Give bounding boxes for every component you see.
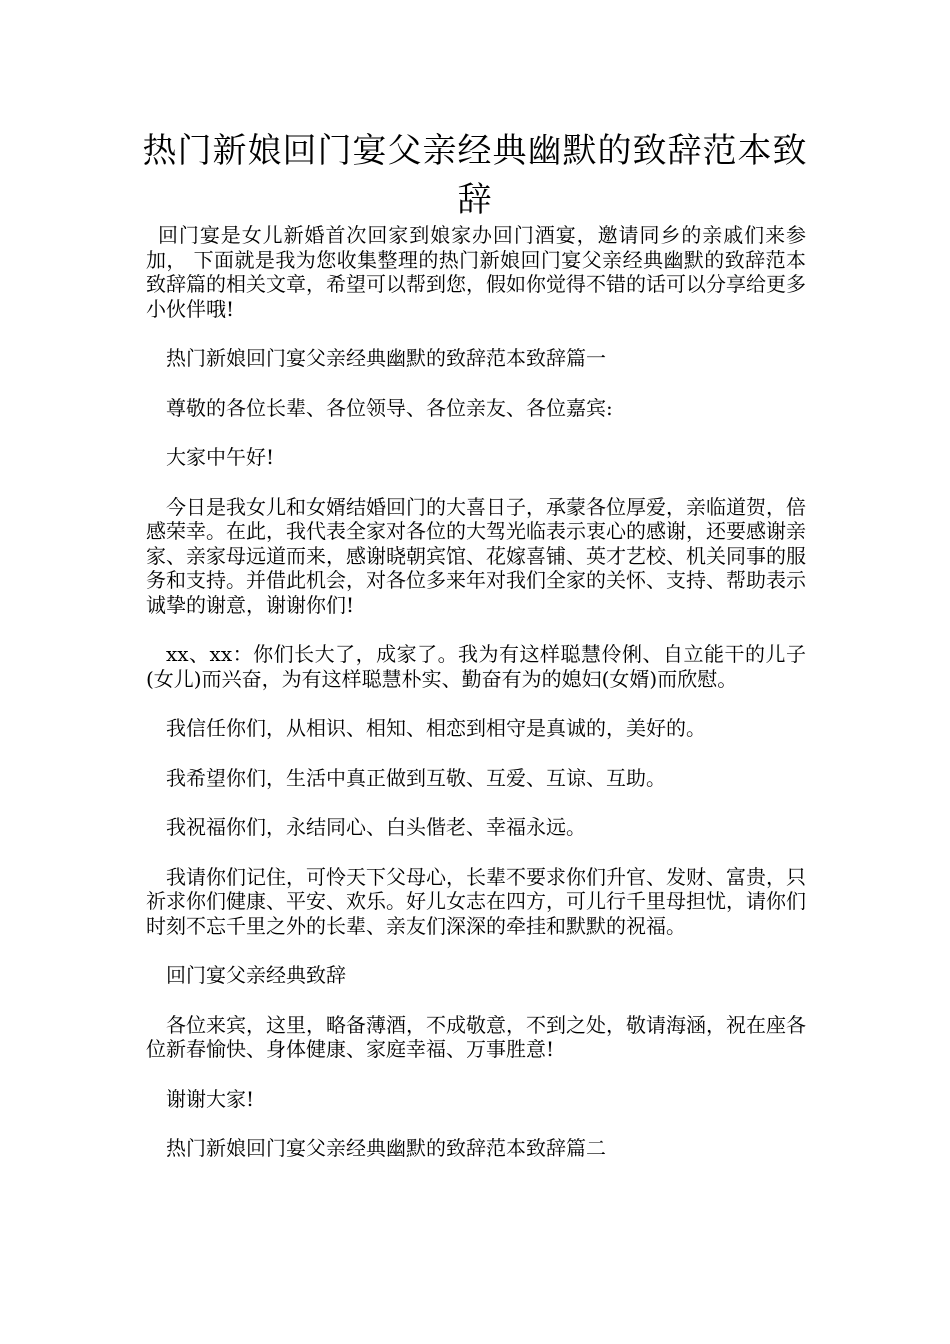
section-heading: 回门宴父亲经典致辞 [166,963,346,987]
document-title: 热门新娘回门宴父亲经典幽默的致辞范本致辞 [142,131,808,220]
closing-thanks: 谢谢大家! [166,1086,255,1111]
body-paragraph: xx、xx：你们长大了，成家了。我为有这样聪慧伶俐、自立能干的儿子(女儿)而兴奋，为有这样聪慧朴实、勤奋有为的媳妇(女婿)而欣慰。 [146,642,806,691]
greeting: 大家中午好! [166,445,275,469]
body-paragraph: 我希望你们，生活中真正做到互敬、互爱、互谅、互助。 [166,765,666,790]
body-paragraph: 今日是我女儿和女婿结婚回门的大喜日子，承蒙各位厚爱，亲临道贺，倍感荣幸。在此，我代表全家对各位的大驾光临表示衷心的感谢，还要感谢亲家、亲家母远道而来，感谢晓朝宾馆、花嫁喜铺、英才艺校、机关同事的服务和支持。并借此机会，对各位多来年对我们全家的关怀、支持、帮助表示诚挚的谢意，谢谢你们! [146,494,806,617]
body-paragraph: 各位来宾，这里，略备薄酒，不成敬意，不到之处，敬请海涵，祝在座各位新春愉快、身体健康、家庭幸福、万事胜意! [146,1012,806,1061]
salutation: 尊敬的各位长辈、各位领导、各位亲友、各位嘉宾: [166,395,613,420]
section-heading-1: 热门新娘回门宴父亲经典幽默的致辞范本致辞篇一 [166,346,606,370]
section-heading-2: 热门新娘回门宴父亲经典幽默的致辞范本致辞篇二 [166,1136,606,1160]
document-body [146,223,806,1186]
body-paragraph: 我祝福你们，永结同心、白头偕老、幸福永远。 [166,815,586,839]
intro-paragraph: 回门宴是女儿新婚首次回家到娘家办回门酒宴，邀请同乡的亲戚们来参加， 下面就是我为您收集整理的热门新娘回门宴父亲经典幽默的致辞范本致辞篇的相关文章，希望可以帮到您，假如你觉得不错的话可以分享给更多小伙伴哦! [146,223,806,321]
body-paragraph: 我信任你们，从相识、相知、相恋到相守是真诚的，美好的。 [166,716,706,740]
body-paragraph: 我请你们记住，可怜天下父母心，长辈不要求你们升官、发财、富贵，只祈求你们健康、平安、欢乐。好儿女志在四方，可儿行千里母担忧，请你们时刻不忘千里之外的长辈、亲友们深深的牵挂和默默的祝福。 [146,864,806,938]
